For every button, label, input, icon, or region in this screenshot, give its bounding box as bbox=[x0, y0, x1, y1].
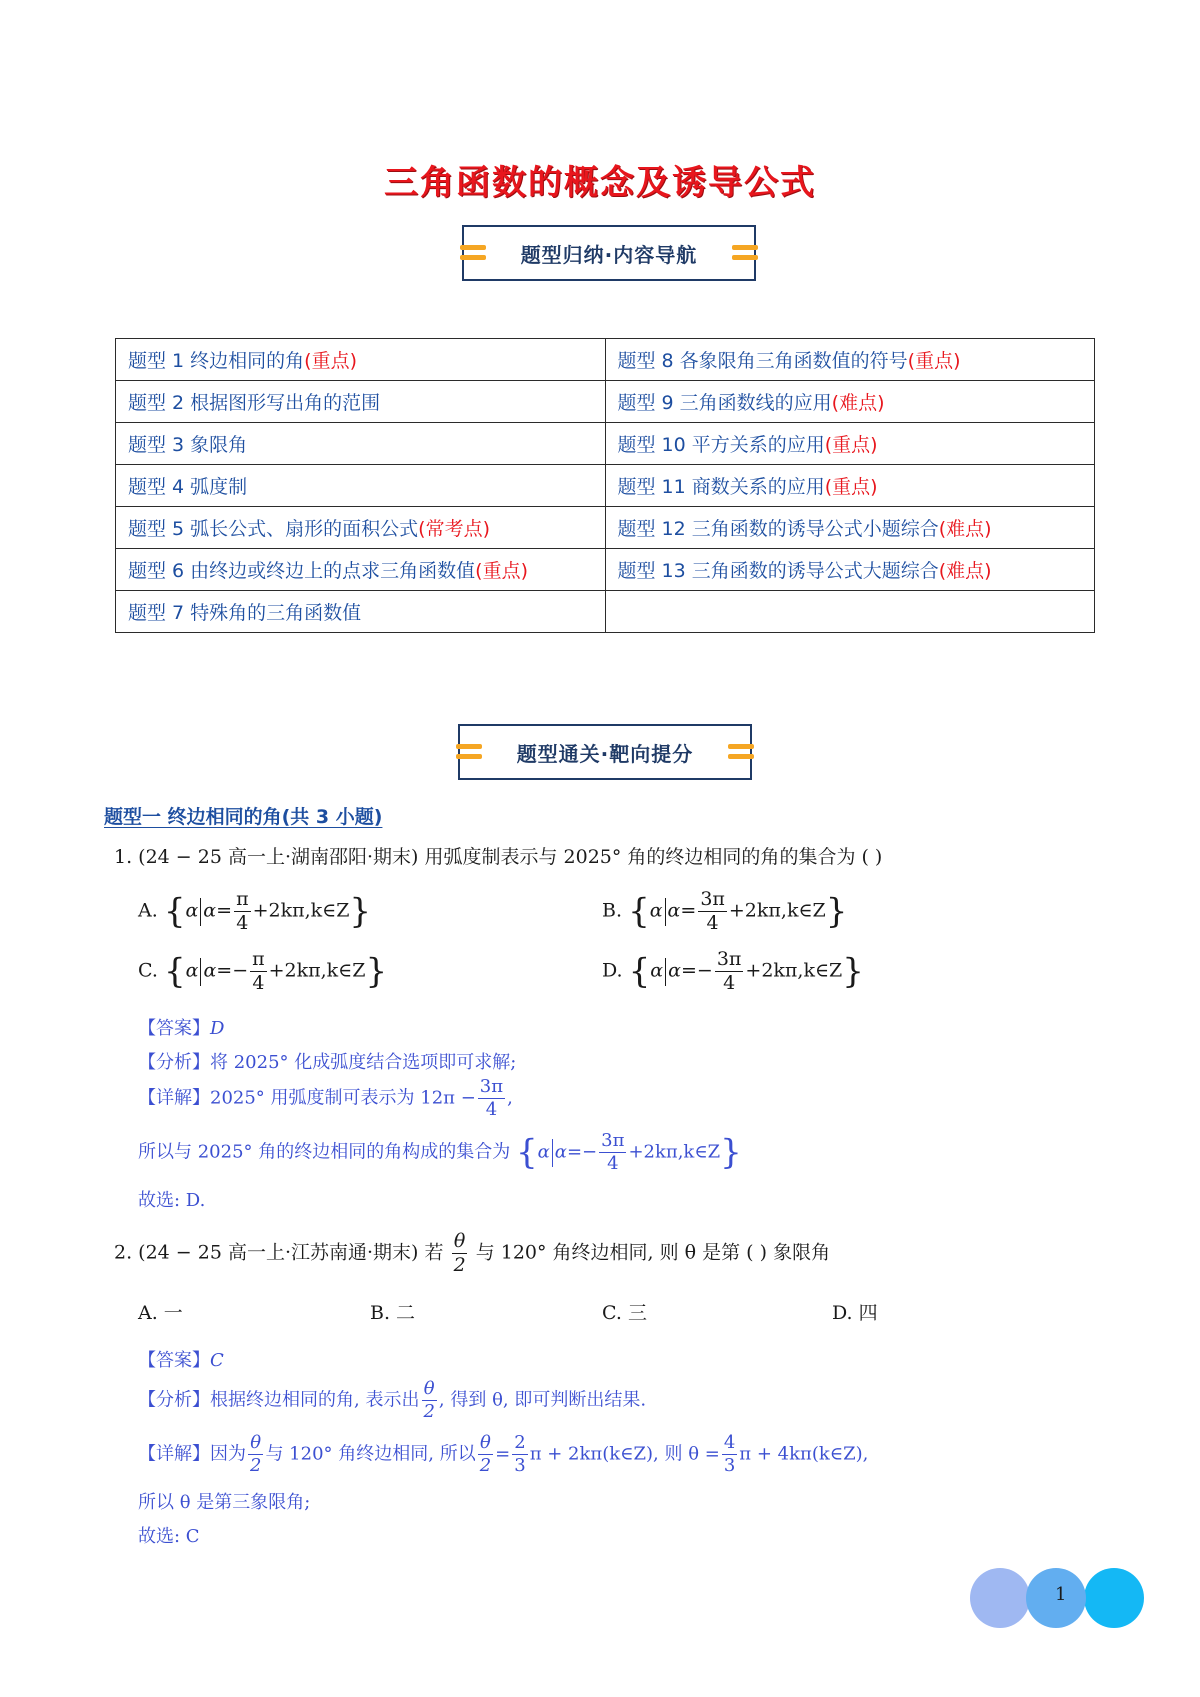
nav-topic-label: 题型 11 商数关系的应用 bbox=[617, 476, 825, 498]
nav-topic-cell[interactable] bbox=[116, 465, 606, 507]
option-letter: D. bbox=[602, 959, 623, 982]
nav-topic-label: 题型 13 三角函数的诱导公式大题综合 bbox=[617, 560, 939, 582]
nav-topic-label: 题型 5 弧长公式、扇形的面积公式 bbox=[128, 518, 419, 540]
nav-topic-tag: (重点) bbox=[475, 560, 528, 582]
page-title: 三角函数的概念及诱导公式 bbox=[384, 163, 816, 203]
nav-topic-cell[interactable] bbox=[605, 339, 1095, 381]
decor-lines-icon bbox=[728, 742, 754, 762]
question-2-option-b: B. 二 bbox=[370, 1302, 416, 1324]
nav-topic-tag: (重点) bbox=[824, 434, 878, 456]
drill-section-label: 题型通关·靶向提分 bbox=[516, 741, 694, 766]
nav-topic-cell[interactable] bbox=[116, 549, 606, 591]
question-2-option-d: D. 四 bbox=[832, 1302, 878, 1324]
nav-topic-label: 题型 12 三角函数的诱导公式小题综合 bbox=[617, 518, 939, 540]
question-2-analysis: 【分析】根据终边相同的角, 表示出 $\frac{\theta}{2}$ , 得到 θ, 即可判断出结果. bbox=[138, 1378, 647, 1422]
topic-nav-table bbox=[115, 338, 1095, 633]
question-1-option-d: D. {α α=− $\frac{3\pi}{4}$ +2kπ,k∈Z} bbox=[602, 948, 864, 994]
decor-lines-icon bbox=[456, 742, 482, 762]
question-2-conclusion: 故选: C bbox=[138, 1526, 200, 1547]
nav-topic-cell[interactable] bbox=[116, 381, 606, 423]
nav-topic-label: 题型 1 终边相同的角 bbox=[128, 350, 305, 372]
nav-topic-tag: (重点) bbox=[907, 350, 961, 372]
question-2-option-a: A. 一 bbox=[138, 1302, 183, 1324]
nav-topic-cell[interactable] bbox=[605, 465, 1095, 507]
nav-topic-label: 题型 6 由终边或终边上的点求三角函数值 bbox=[128, 560, 476, 582]
drill-section-header bbox=[458, 724, 752, 780]
question-1-analysis: 【分析】将 2025° 化成弧度结合选项即可求解; bbox=[138, 1052, 517, 1073]
nav-topic-cell[interactable] bbox=[116, 507, 606, 549]
page-ornament-left bbox=[970, 1568, 1030, 1628]
page-number: 1 bbox=[1055, 1584, 1067, 1605]
option-letter: A. bbox=[138, 899, 158, 922]
topic-heading: 题型一 终边相同的角(共 3 小题) bbox=[104, 806, 383, 828]
nav-topic-cell[interactable] bbox=[605, 381, 1095, 423]
question-1-detail-set: 所以与 2025° 角的终边相同的角构成的集合为 {α α=− $\frac{3\pi}{4}$ +2kπ,k∈Z} bbox=[138, 1130, 742, 1174]
nav-topic-tag: (难点) bbox=[831, 392, 885, 414]
question-1-option-b: B. {α α= $\frac{3\pi}{4}$ +2kπ,k∈Z} bbox=[602, 888, 848, 934]
nav-topic-label: 题型 7 特殊角的三角函数值 bbox=[128, 602, 362, 624]
nav-topic-label: 题型 8 各象限角三角函数值的符号 bbox=[617, 350, 908, 372]
nav-topic-cell[interactable] bbox=[116, 423, 606, 465]
nav-table-row bbox=[116, 381, 1095, 423]
nav-topic-label: 题型 10 平方关系的应用 bbox=[617, 434, 825, 456]
nav-table-row bbox=[116, 423, 1095, 465]
nav-topic-cell[interactable] bbox=[116, 339, 606, 381]
question-1-detail: 【详解】2025° 用弧度制可表示为 12π − $\frac{3\pi}{4}$ , bbox=[138, 1076, 513, 1120]
nav-section-label: 题型归纳·内容导航 bbox=[520, 242, 698, 267]
nav-table-row bbox=[116, 591, 1095, 633]
question-2-option-c: C. 三 bbox=[602, 1302, 647, 1324]
nav-topic-label: 题型 3 象限角 bbox=[128, 434, 248, 456]
question-1-option-a: A. {α α= $\frac{\pi}{4}$ +2kπ,k∈Z} bbox=[138, 888, 372, 934]
nav-topic-cell[interactable] bbox=[605, 507, 1095, 549]
nav-topic-tag: (难点) bbox=[938, 518, 992, 540]
nav-topic-tag: (常考点) bbox=[418, 518, 490, 540]
nav-topic-tag: (重点) bbox=[824, 476, 878, 498]
nav-topic-label: 题型 2 根据图形写出角的范围 bbox=[128, 392, 381, 414]
decor-lines-icon bbox=[460, 243, 486, 263]
nav-topic-tag: (重点) bbox=[304, 350, 357, 372]
decor-lines-icon bbox=[732, 243, 758, 263]
question-1-stem: 1. (24 − 25 高一上·湖南邵阳·期末) 用弧度制表示与 2025° 角的终边相同的角的集合为 ( ) bbox=[114, 846, 883, 868]
question-1-answer: 【答案】D bbox=[138, 1018, 225, 1039]
nav-topic-tag: (难点) bbox=[938, 560, 992, 582]
nav-table-row bbox=[116, 339, 1095, 381]
question-2-stem: 2. (24 − 25 高一上·江苏南通·期末) 若 $\frac{\theta}{2}$ 与 120° 角终边相同, 则 θ 是第 ( ) 象限角 bbox=[114, 1230, 831, 1276]
nav-table-row bbox=[116, 465, 1095, 507]
nav-topic-cell[interactable] bbox=[605, 423, 1095, 465]
question-2-detail-2: 所以 θ 是第三象限角; bbox=[138, 1492, 311, 1513]
nav-table-row bbox=[116, 507, 1095, 549]
question-2-detail: 【详解】因为 $\frac{\theta}{2}$ 与 120° 角终边相同, 所以 $\frac{\theta}{2}$ = $\frac{2}{3}$ π + 2kπ(k∈Z), 则 θ = $\frac{4}{3}$ π + 4kπ(k∈Z), bbox=[138, 1432, 869, 1476]
nav-section-header bbox=[462, 225, 756, 281]
nav-topic-cell[interactable] bbox=[605, 549, 1095, 591]
page-ornament-right bbox=[1084, 1568, 1144, 1628]
option-letter: C. bbox=[138, 959, 158, 982]
nav-table-row bbox=[116, 549, 1095, 591]
option-letter: B. bbox=[602, 899, 623, 922]
nav-empty-cell bbox=[605, 591, 1095, 633]
question-1-option-c: C. {α α=− $\frac{\pi}{4}$ +2kπ,k∈Z} bbox=[138, 948, 388, 994]
question-1-conclusion: 故选: D. bbox=[138, 1190, 206, 1211]
nav-topic-label: 题型 9 三角函数线的应用 bbox=[617, 392, 832, 414]
question-2-answer: 【答案】C bbox=[138, 1350, 224, 1371]
nav-topic-label: 题型 4 弧度制 bbox=[128, 476, 248, 498]
nav-topic-cell[interactable] bbox=[116, 591, 606, 633]
